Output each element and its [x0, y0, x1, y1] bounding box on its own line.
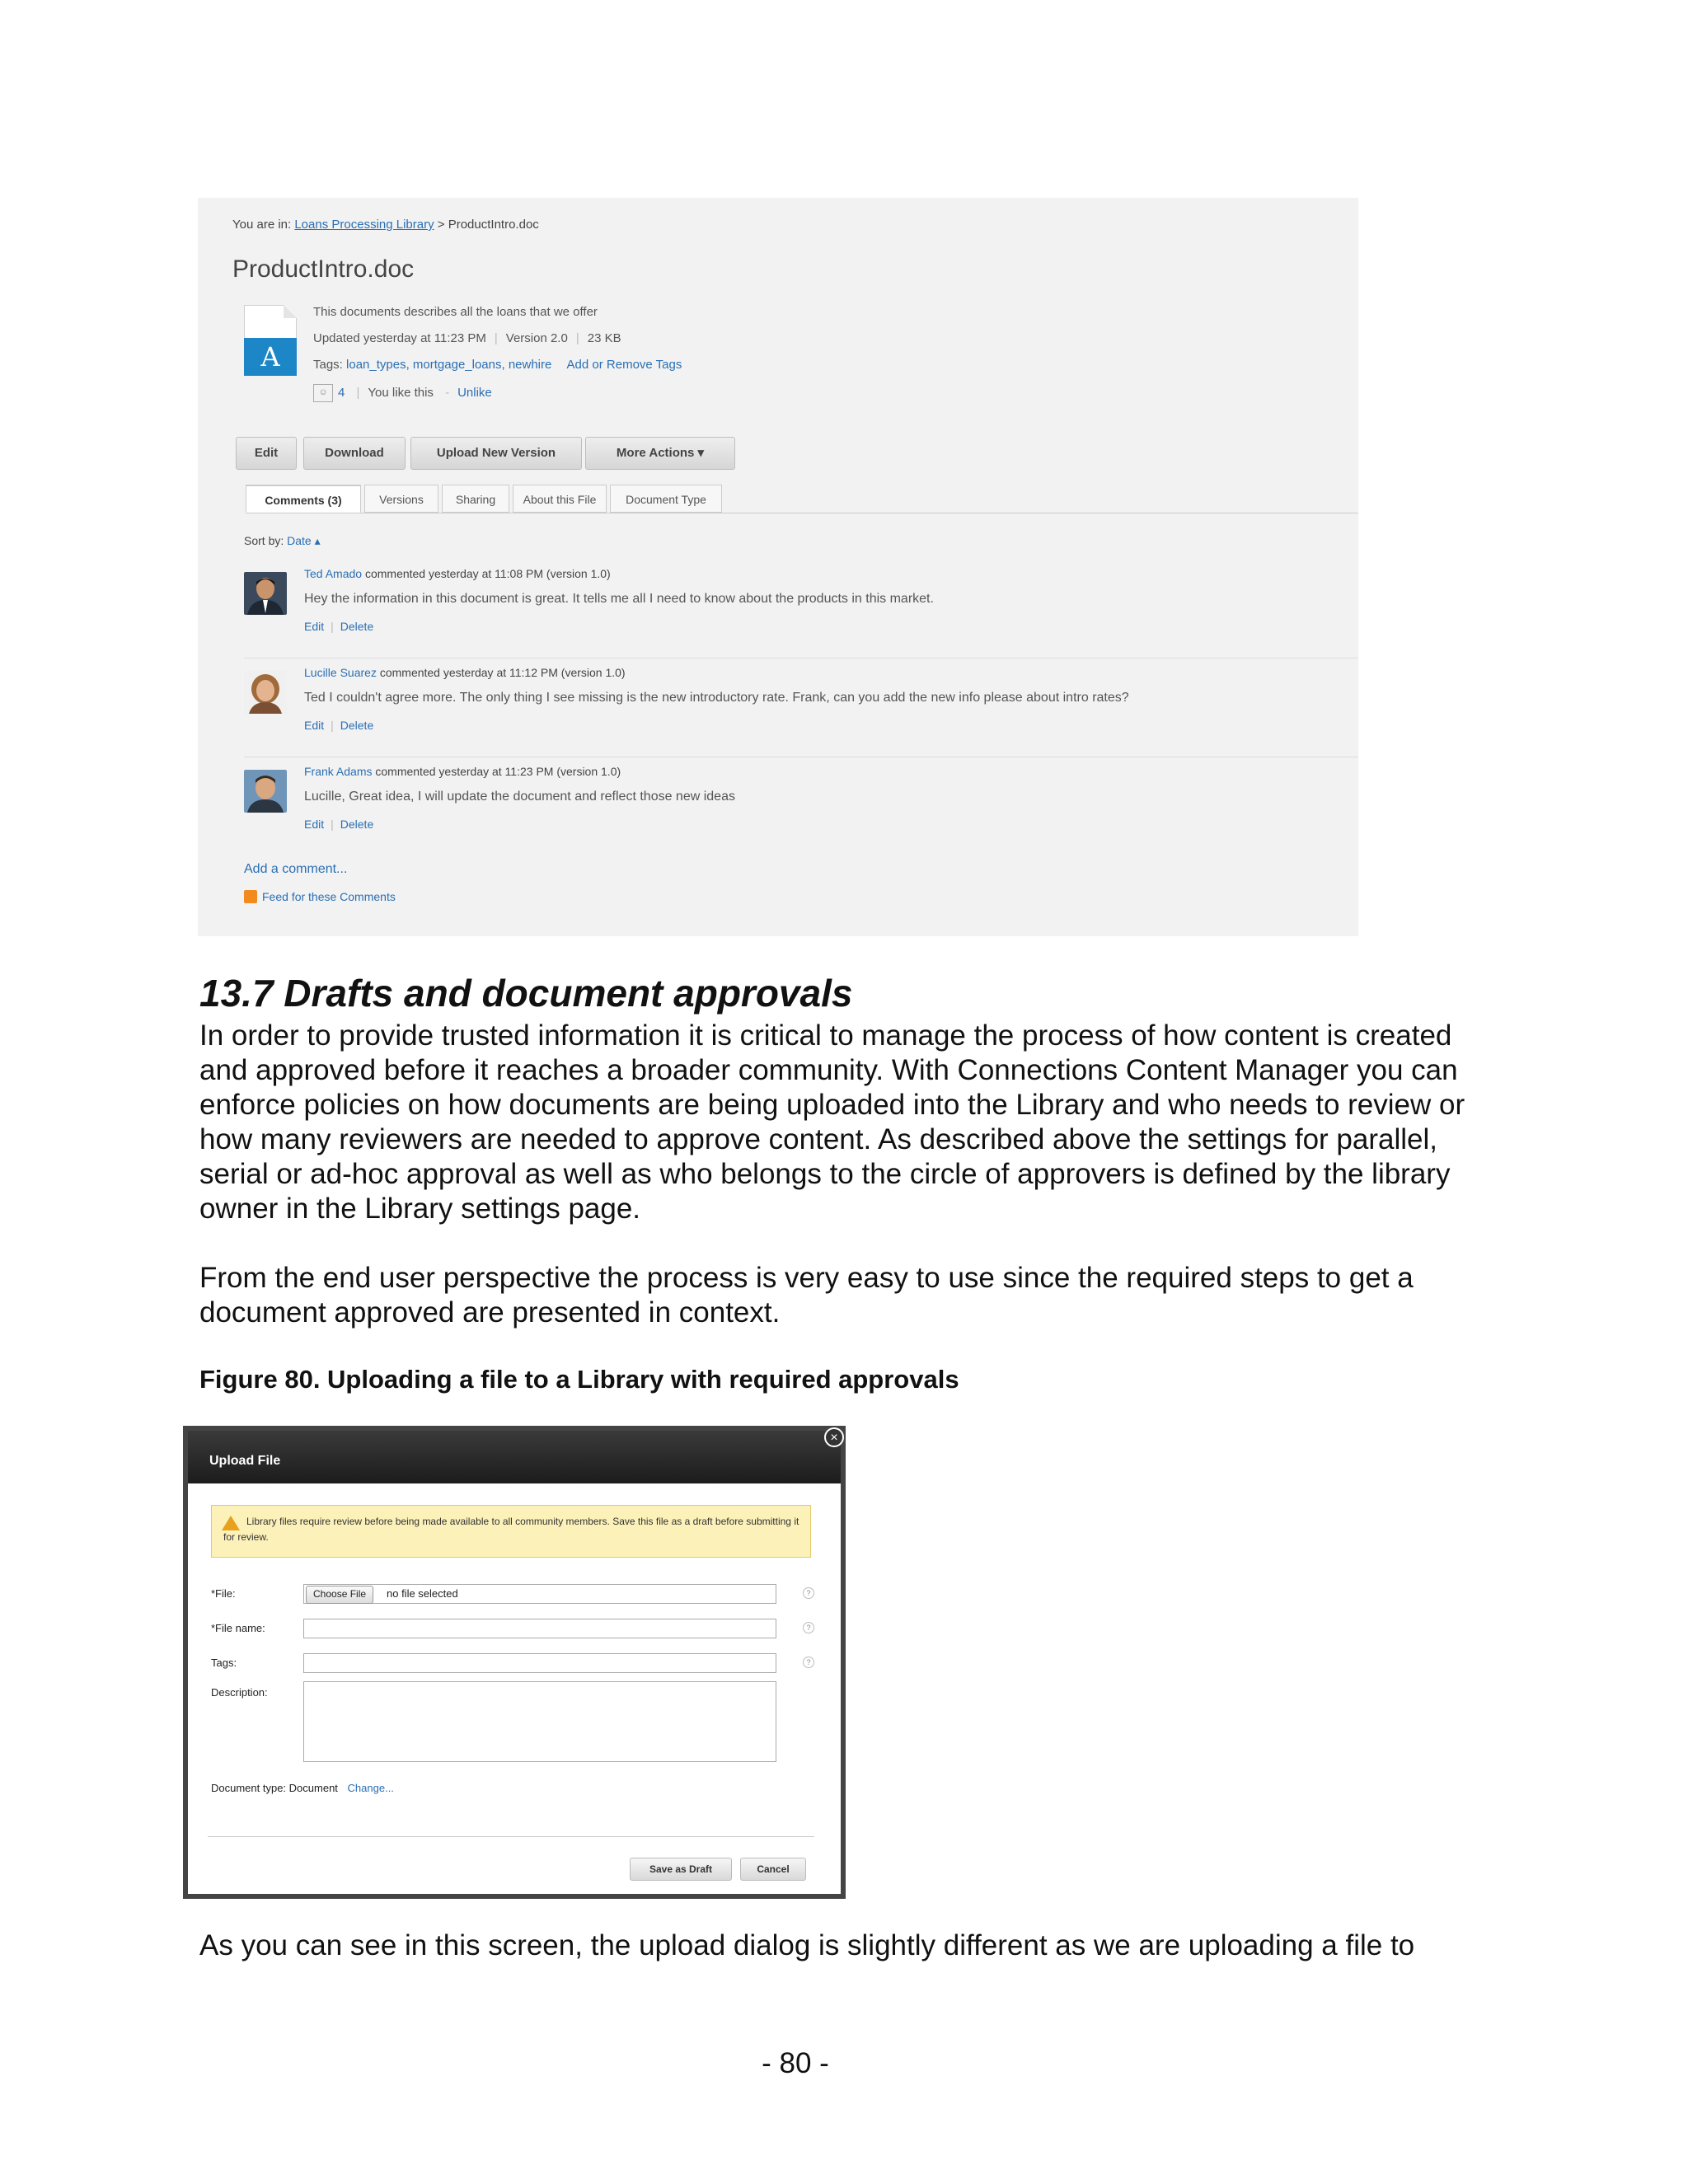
tab-comments[interactable]: Comments (3) — [246, 485, 361, 513]
comment-edit-link[interactable]: Edit — [304, 818, 325, 831]
rss-feed-icon — [244, 890, 257, 903]
comment-author-link[interactable]: Ted Amado — [304, 567, 363, 580]
comment-text: Ted I couldn't agree more. The only thing I see missing is the new introductory rate. Frank, can you add the new info please about intro rates? — [304, 691, 1129, 705]
dialog-body — [188, 1483, 841, 1894]
paragraph-upload-dialog: As you can see in this screen, the upload dialog is slightly different as we are uploading a file to — [199, 1929, 1415, 1961]
page-title: ProductIntro.doc — [232, 255, 415, 283]
more-actions-button[interactable]: More Actions ▾ — [585, 437, 735, 470]
breadcrumb-library-link[interactable]: Loans Processing Library — [294, 218, 434, 232]
file-info: Updated yesterday at 11:23 PM | Version 2.0 | 23 KB — [313, 331, 621, 345]
description-textarea[interactable] — [303, 1681, 776, 1762]
warning-text: Library files require review before being made available to all community members. Save this file as a draft before submitting it for review. — [223, 1516, 799, 1543]
paragraph-end-user: From the end user perspective the process is very easy to use since the required steps to get a document approved are presented in context. — [199, 1262, 1414, 1329]
save-as-draft-button[interactable]: Save as Draft — [630, 1858, 732, 1881]
page-number: - 80 - — [762, 2047, 829, 2079]
comment-delete-link[interactable]: Delete — [340, 620, 374, 633]
paragraph-intro: In order to provide trusted information it is critical to manage the process of how content is created and approved before it reaches a broader community. With Connections Content Manager you can enforce policies on how documents are being uploaded into the Library and who needs to review or how many reviewers are needed to approve content. As described above the settings for parallel, serial or ad-hoc approval as well as who belongs to the circle of approvers is defined by the library owner in the Library settings page. — [199, 1019, 1465, 1225]
upload-dialog-screenshot — [183, 1426, 846, 1899]
like-row: ☺ 4 | You like this - Unlike — [313, 384, 492, 402]
dialog-divider — [208, 1836, 814, 1837]
avatar-frank-adams — [244, 770, 287, 813]
avatar-ted-amado — [244, 572, 287, 615]
close-icon[interactable]: × — [824, 1427, 844, 1447]
comment-item: Lucille Suarez commented yesterday at 11:12 PM (version 1.0) Ted I couldn't agree more. The only thing I see missing is the new introductory rate. Frank, can you add the new info please about intro rates? Edit | Delete — [244, 666, 1358, 765]
comment-edit-link[interactable]: Edit — [304, 620, 325, 633]
comment-edit-link[interactable]: Edit — [304, 719, 325, 732]
edit-button[interactable]: Edit — [236, 437, 297, 470]
no-file-text: no file selected — [387, 1587, 458, 1600]
comment-item: Ted Amado commented yesterday at 11:08 PM (version 1.0) Hey the information in this document is great. It tells me all I need to know about the products in this market. Edit | Delete — [244, 567, 1358, 666]
figure-caption: Figure 80. Uploading a file to a Library with required approvals — [199, 1365, 959, 1394]
comment-delete-link[interactable]: Delete — [340, 818, 374, 831]
change-document-type-link[interactable]: Change... — [347, 1782, 394, 1794]
sort-control: Sort by: Date ▴ — [244, 534, 321, 547]
sort-date-link[interactable]: Date ▴ — [287, 534, 321, 547]
breadcrumb: You are in: Loans Processing Library > ProductIntro.doc — [232, 218, 539, 232]
unlike-link[interactable]: Unlike — [457, 385, 492, 400]
file-label: *File: — [211, 1587, 236, 1600]
file-page-screenshot — [198, 198, 1358, 936]
section-heading: 13.7 Drafts and document approvals — [199, 972, 853, 1015]
like-count[interactable]: 4 — [338, 385, 345, 400]
comment-author-link[interactable]: Frank Adams — [304, 765, 373, 778]
comment-author-link[interactable]: Lucille Suarez — [304, 666, 377, 679]
tab-sharing[interactable]: Sharing — [442, 485, 509, 513]
dialog-header — [188, 1431, 841, 1483]
comments-feed-link[interactable]: Feed for these Comments — [244, 890, 396, 904]
tags-label: Tags: — [211, 1657, 237, 1669]
document-file-icon: A — [244, 305, 297, 376]
help-icon[interactable]: ? — [803, 1587, 814, 1599]
dialog-title: Upload File — [209, 1454, 281, 1468]
upload-new-version-button[interactable]: Upload New Version — [410, 437, 582, 470]
file-picker[interactable] — [303, 1584, 776, 1604]
comment-text: Hey the information in this document is great. It tells me all I need to know about the products in this market. — [304, 592, 934, 606]
comment-delete-link[interactable]: Delete — [340, 719, 374, 732]
tag-links[interactable]: loan_types, mortgage_loans, newhire — [346, 358, 552, 372]
tab-document-type[interactable]: Document Type — [610, 485, 722, 513]
like-icon: ☺ — [313, 384, 333, 402]
choose-file-button[interactable]: Choose File — [306, 1586, 373, 1604]
help-icon[interactable]: ? — [803, 1657, 814, 1668]
comment-text: Lucille, Great idea, I will update the document and reflect those new ideas — [304, 790, 735, 804]
file-name-label: *File name: — [211, 1622, 265, 1634]
document-type-row: Document type: Document Change... — [211, 1782, 394, 1794]
review-warning-banner — [211, 1505, 811, 1558]
tags-input[interactable] — [303, 1653, 776, 1673]
download-button[interactable]: Download — [303, 437, 406, 470]
file-tags: Tags: loan_types, mortgage_loans, newhire Add or Remove Tags — [313, 358, 682, 372]
add-comment-link[interactable]: Add a comment... — [244, 862, 348, 876]
cancel-button[interactable]: Cancel — [740, 1858, 806, 1881]
add-remove-tags-link[interactable]: Add or Remove Tags — [566, 358, 682, 372]
tab-versions[interactable]: Versions — [364, 485, 438, 513]
file-description: This documents describes all the loans that we offer — [313, 305, 598, 319]
file-name-input[interactable] — [303, 1619, 776, 1638]
avatar-lucille-suarez — [244, 671, 287, 714]
help-icon[interactable]: ? — [803, 1622, 814, 1633]
description-label: Description: — [211, 1686, 268, 1699]
tab-about-this-file[interactable]: About this File — [513, 485, 607, 513]
comment-item: Frank Adams commented yesterday at 11:23 PM (version 1.0) Lucille, Great idea, I will update the document and reflect those new ideas Edit | Delete — [244, 765, 1358, 864]
